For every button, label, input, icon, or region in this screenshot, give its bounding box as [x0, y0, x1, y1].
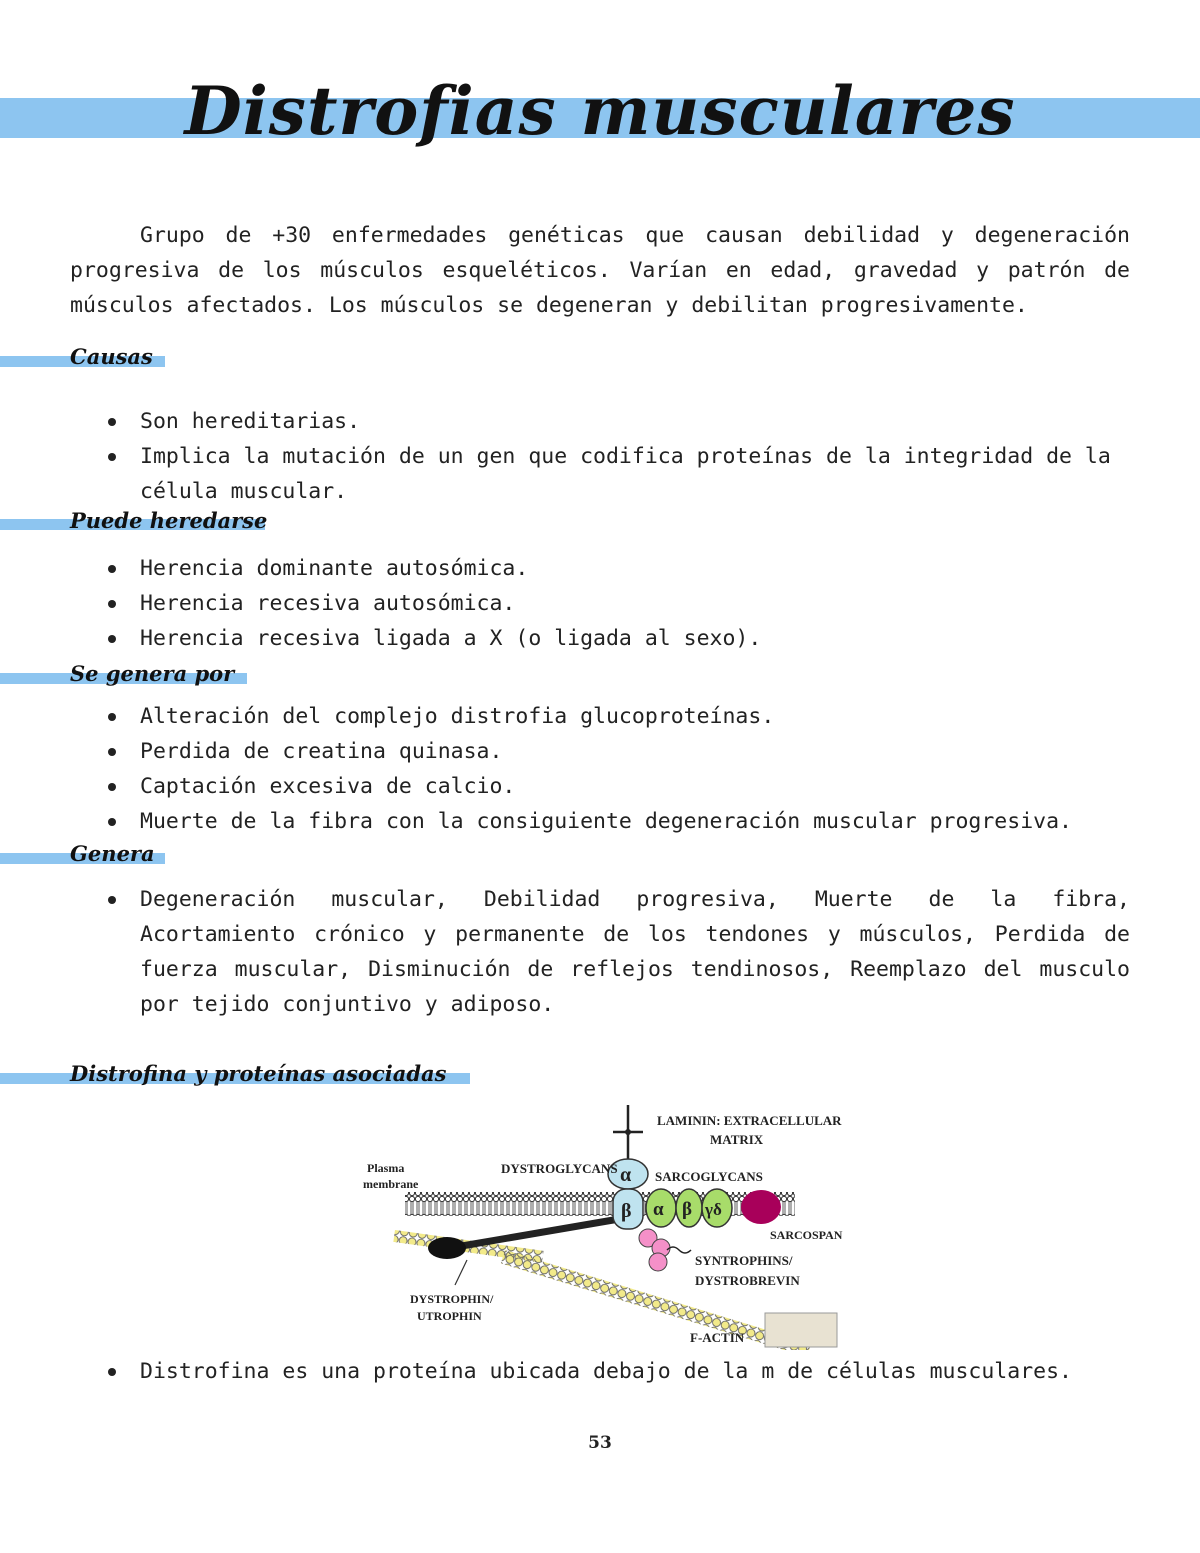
distrofina-list	[70, 1354, 1130, 1389]
svg-text:SARCOGLYCANS: SARCOGLYCANS	[655, 1169, 763, 1184]
bullet-icon	[108, 565, 116, 573]
causas-list	[70, 404, 1130, 509]
page-title: Distrofias musculares	[184, 72, 1016, 150]
intro-paragraph: Grupo de +30 enfermedades genéticas que causan debilidad y degeneración progresiva de los músculos esqueléticos. Varían en edad, gravedad y patrón de músculos afectados. Los músculos se degeneran y debilitan progresivamente.	[70, 223, 1130, 318]
svg-text:F-ACTIN: F-ACTIN	[690, 1330, 745, 1345]
list-item: Muerte de la fibra con la consiguiente degeneración muscular progresiva.	[70, 804, 1130, 839]
dystrophin-head	[428, 1237, 466, 1259]
svg-text:β: β	[621, 1200, 632, 1222]
bullet-icon	[108, 713, 116, 721]
svg-text:DYSTROPHIN/: DYSTROPHIN/	[410, 1292, 494, 1306]
svg-text:DYSTROGLYCANS: DYSTROGLYCANS	[501, 1161, 618, 1176]
svg-text:Plasma: Plasma	[367, 1161, 405, 1175]
section-title-genera-por: Se genera por	[70, 661, 235, 686]
dystrophin-complex-diagram	[355, 1100, 845, 1350]
list-item: Herencia dominante autosómica.	[70, 551, 1130, 586]
list-item: Distrofina es una proteína ubicada debajo de la m de células musculares.	[70, 1354, 1130, 1389]
svg-text:γδ: γδ	[705, 1200, 722, 1219]
page-number: 53	[588, 1433, 612, 1453]
svg-text:SARCOSPAN: SARCOSPAN	[770, 1228, 843, 1242]
dystrophin-rod	[450, 1218, 625, 1248]
section-title-causas: Causas	[70, 344, 153, 369]
actin-end-block	[765, 1313, 837, 1347]
heredarse-list	[70, 551, 1130, 656]
svg-text:SYNTROPHINS/: SYNTROPHINS/	[695, 1253, 793, 1268]
svg-text:LAMININ: EXTRACELLULAR: LAMININ: EXTRACELLULAR	[657, 1113, 842, 1128]
svg-text:MATRIX: MATRIX	[710, 1132, 764, 1147]
list-item: Degeneración muscular, Debilidad progresiva, Muerte de la fibra, Acortamiento crónico y permanente de los tendones y músculos, Perdida de fuerza muscular, Disminución de reflejos tendinosos, Reemplazo del musculo por tejido conjuntivo y adiposo.	[70, 882, 1130, 1022]
bullet-icon	[108, 818, 116, 826]
bullet-icon	[108, 453, 116, 461]
svg-text:DYSTROBREVIN: DYSTROBREVIN	[695, 1273, 800, 1288]
svg-text:UTROPHIN: UTROPHIN	[417, 1309, 482, 1323]
bullet-icon	[108, 635, 116, 643]
bullet-icon	[108, 783, 116, 791]
svg-text:α: α	[620, 1164, 632, 1186]
svg-text:β: β	[682, 1199, 693, 1220]
list-item: Implica la mutación de un gen que codifica proteínas de la integridad de la célula muscular.	[70, 439, 1130, 509]
list-item: Captación excesiva de calcio.	[70, 769, 1130, 804]
list-item: Alteración del complejo distrofia glucoproteínas.	[70, 699, 1130, 734]
bullet-icon	[108, 600, 116, 608]
genera-list	[70, 882, 1130, 1022]
section-title-distrofina: Distrofina y proteínas asociadas	[70, 1061, 447, 1086]
bullet-icon	[108, 1368, 116, 1376]
list-item: Herencia recesiva ligada a X (o ligada al sexo).	[70, 621, 1130, 656]
genera-por-list	[70, 699, 1130, 839]
section-title-genera: Genera	[70, 841, 155, 866]
plasma-membrane-shape	[405, 1192, 795, 1216]
bullet-icon	[108, 418, 116, 426]
svg-text:membrane: membrane	[363, 1177, 419, 1191]
bullet-icon	[108, 896, 116, 904]
svg-text:α: α	[653, 1199, 664, 1220]
list-item: Son hereditarias.	[70, 404, 1130, 439]
sarcospan-shape	[741, 1190, 781, 1224]
list-item: Perdida de creatina quinasa.	[70, 734, 1130, 769]
bullet-icon	[108, 748, 116, 756]
list-item: Herencia recesiva autosómica.	[70, 586, 1130, 621]
section-title-heredarse: Puede heredarse	[70, 508, 268, 533]
